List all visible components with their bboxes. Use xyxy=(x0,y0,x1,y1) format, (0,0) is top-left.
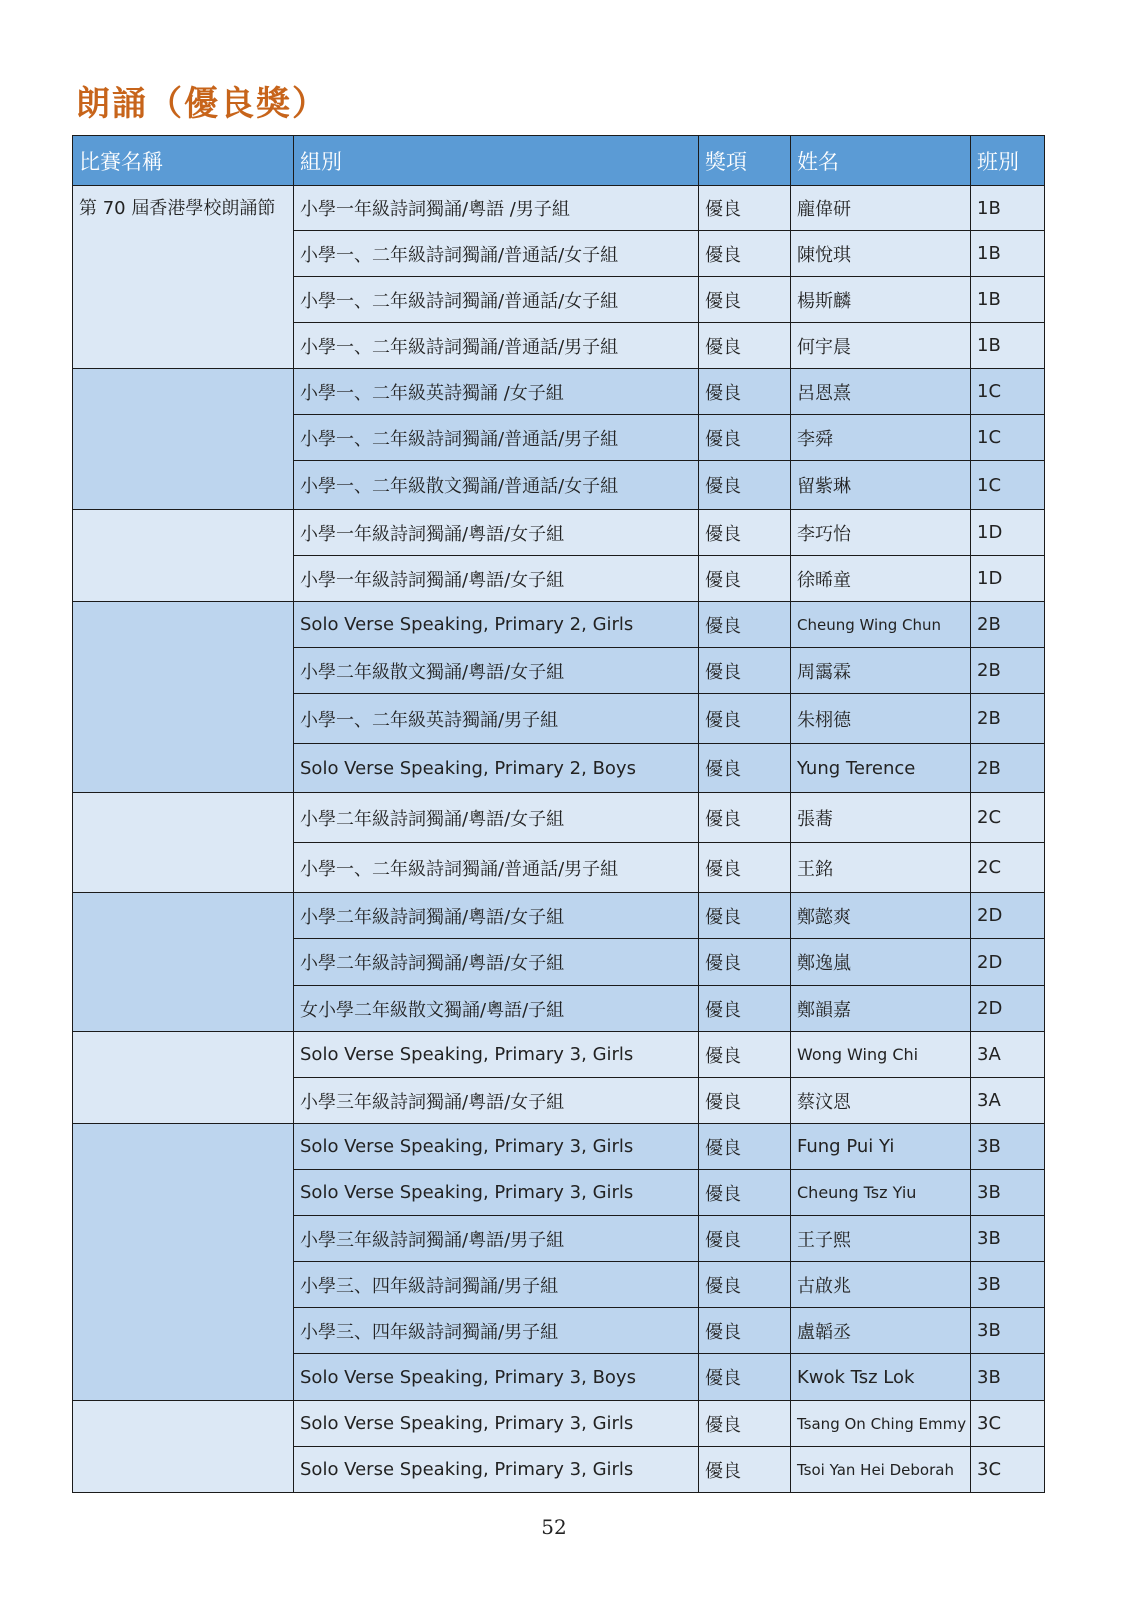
class-cell: 2B xyxy=(971,744,1045,793)
group-cell: Solo Verse Speaking, Primary 3, Boys xyxy=(294,1354,699,1401)
competition-cell xyxy=(73,793,294,893)
group-cell: 小學三、四年級詩詞獨誦/男子組 xyxy=(294,1308,699,1354)
competition-cell xyxy=(73,1124,294,1401)
group-cell: 小學一、二年級詩詞獨誦/普通話/女子組 xyxy=(294,231,699,277)
table-row xyxy=(73,893,1045,939)
name-cell: 朱栩德 xyxy=(791,694,971,744)
name-cell: 龐偉研 xyxy=(791,186,971,231)
header-name: 姓名 xyxy=(791,136,971,186)
awards-table xyxy=(72,135,1045,1493)
award-cell: 優良 xyxy=(699,415,791,461)
page-title: 朗誦（優良獎） xyxy=(76,84,328,124)
class-cell: 3B xyxy=(971,1262,1045,1308)
table-row xyxy=(73,1032,1045,1078)
class-cell: 1C xyxy=(971,415,1045,461)
award-cell: 優良 xyxy=(699,648,791,694)
name-cell: 周靄霖 xyxy=(791,648,971,694)
name-cell: 呂恩熹 xyxy=(791,369,971,415)
group-cell: 小學二年級詩詞獨誦/粵語/女子組 xyxy=(294,939,699,986)
group-cell: 小學一年級詩詞獨誦/粵語/女子組 xyxy=(294,510,699,556)
name-cell: 蔡汶恩 xyxy=(791,1078,971,1124)
name-cell: Tsang On Ching Emmy xyxy=(791,1401,971,1447)
competition-cell xyxy=(73,369,294,510)
name-cell: 王子熙 xyxy=(791,1216,971,1262)
group-cell: 小學二年級散文獨誦/粵語/女子組 xyxy=(294,648,699,694)
group-cell: Solo Verse Speaking, Primary 3, Girls xyxy=(294,1401,699,1447)
award-cell: 優良 xyxy=(699,323,791,369)
award-cell: 優良 xyxy=(699,602,791,648)
name-cell: 盧韜丞 xyxy=(791,1308,971,1354)
name-cell: 徐晞童 xyxy=(791,556,971,602)
competition-cell xyxy=(73,510,294,602)
header-award: 獎項 xyxy=(699,136,791,186)
class-cell: 3A xyxy=(971,1078,1045,1124)
class-cell: 1C xyxy=(971,461,1045,510)
header-row xyxy=(73,136,1045,186)
table-row xyxy=(73,1401,1045,1447)
award-cell: 優良 xyxy=(699,277,791,323)
header-class: 班別 xyxy=(971,136,1045,186)
group-cell: Solo Verse Speaking, Primary 3, Girls xyxy=(294,1170,699,1216)
name-cell: 何宇晨 xyxy=(791,323,971,369)
table-row xyxy=(73,602,1045,648)
name-cell: Wong Wing Chi xyxy=(791,1032,971,1078)
class-cell: 3B xyxy=(971,1354,1045,1401)
class-cell: 2D xyxy=(971,893,1045,939)
award-cell: 優良 xyxy=(699,231,791,277)
competition-cell xyxy=(73,893,294,1032)
group-cell: 小學一、二年級詩詞獨誦/普通話/男子組 xyxy=(294,843,699,893)
competition-cell xyxy=(73,1401,294,1493)
name-cell: Cheung Wing Chun xyxy=(791,602,971,648)
class-cell: 2D xyxy=(971,986,1045,1032)
name-cell: 陳悅琪 xyxy=(791,231,971,277)
name-cell: Yung Terence xyxy=(791,744,971,793)
award-cell: 優良 xyxy=(699,369,791,415)
table-row xyxy=(73,1124,1045,1170)
competition-cell: 第 70 屆香港學校朗誦節 xyxy=(73,186,294,369)
class-cell: 2D xyxy=(971,939,1045,986)
header-competition: 比賽名稱 xyxy=(73,136,294,186)
award-cell: 優良 xyxy=(699,556,791,602)
table-row xyxy=(73,186,1045,231)
award-cell: 優良 xyxy=(699,694,791,744)
class-cell: 2C xyxy=(971,793,1045,843)
class-cell: 3B xyxy=(971,1216,1045,1262)
name-cell: 鄭懿爽 xyxy=(791,893,971,939)
award-cell: 優良 xyxy=(699,843,791,893)
award-cell: 優良 xyxy=(699,744,791,793)
group-cell: 小學一、二年級詩詞獨誦/普通話/女子組 xyxy=(294,277,699,323)
name-cell: Tsoi Yan Hei Deborah xyxy=(791,1447,971,1493)
class-cell: 3C xyxy=(971,1401,1045,1447)
class-cell: 1B xyxy=(971,277,1045,323)
award-cell: 優良 xyxy=(699,1262,791,1308)
award-cell: 優良 xyxy=(699,986,791,1032)
award-cell: 優良 xyxy=(699,893,791,939)
class-cell: 1B xyxy=(971,231,1045,277)
award-cell: 優良 xyxy=(699,1308,791,1354)
class-cell: 2B xyxy=(971,602,1045,648)
award-cell: 優良 xyxy=(699,1354,791,1401)
name-cell: Kwok Tsz Lok xyxy=(791,1354,971,1401)
group-cell: 小學一、二年級詩詞獨誦/普通話/男子組 xyxy=(294,415,699,461)
class-cell: 3C xyxy=(971,1447,1045,1493)
class-cell: 1D xyxy=(971,556,1045,602)
award-cell: 優良 xyxy=(699,1078,791,1124)
group-cell: Solo Verse Speaking, Primary 2, Girls xyxy=(294,602,699,648)
award-cell: 優良 xyxy=(699,1124,791,1170)
header-group: 組別 xyxy=(294,136,699,186)
class-cell: 3B xyxy=(971,1170,1045,1216)
name-cell: 楊斯麟 xyxy=(791,277,971,323)
class-cell: 3B xyxy=(971,1308,1045,1354)
award-cell: 優良 xyxy=(699,1401,791,1447)
class-cell: 3B xyxy=(971,1124,1045,1170)
name-cell: 鄭逸嵐 xyxy=(791,939,971,986)
class-cell: 3A xyxy=(971,1032,1045,1078)
class-cell: 1C xyxy=(971,369,1045,415)
award-cell: 優良 xyxy=(699,1216,791,1262)
group-cell: 小學三年級詩詞獨誦/粵語/男子組 xyxy=(294,1216,699,1262)
page-number: 52 xyxy=(541,1515,567,1539)
group-cell: 小學三年級詩詞獨誦/粵語/女子組 xyxy=(294,1078,699,1124)
group-cell: 小學二年級詩詞獨誦/粵語/女子組 xyxy=(294,793,699,843)
award-cell: 優良 xyxy=(699,939,791,986)
award-cell: 優良 xyxy=(699,1447,791,1493)
class-cell: 2B xyxy=(971,694,1045,744)
name-cell: 李巧怡 xyxy=(791,510,971,556)
table-body xyxy=(73,186,1045,1493)
group-cell: 小學一、二年級詩詞獨誦/普通話/男子組 xyxy=(294,323,699,369)
group-cell: Solo Verse Speaking, Primary 3, Girls xyxy=(294,1032,699,1078)
group-cell: 小學三、四年級詩詞獨誦/男子組 xyxy=(294,1262,699,1308)
name-cell: 張蕎 xyxy=(791,793,971,843)
name-cell: Fung Pui Yi xyxy=(791,1124,971,1170)
class-cell: 1B xyxy=(971,323,1045,369)
award-cell: 優良 xyxy=(699,461,791,510)
award-cell: 優良 xyxy=(699,186,791,231)
group-cell: 小學一年級詩詞獨誦/粵語 /男子組 xyxy=(294,186,699,231)
group-cell: 小學一、二年級散文獨誦/普通話/女子組 xyxy=(294,461,699,510)
class-cell: 1B xyxy=(971,186,1045,231)
table-row xyxy=(73,793,1045,843)
name-cell: 李舜 xyxy=(791,415,971,461)
award-cell: 優良 xyxy=(699,1032,791,1078)
name-cell: 古啟兆 xyxy=(791,1262,971,1308)
name-cell: 王銘 xyxy=(791,843,971,893)
award-cell: 優良 xyxy=(699,510,791,556)
table-row xyxy=(73,369,1045,415)
award-cell: 優良 xyxy=(699,793,791,843)
group-cell: Solo Verse Speaking, Primary 2, Boys xyxy=(294,744,699,793)
class-cell: 2C xyxy=(971,843,1045,893)
name-cell: 留紫琳 xyxy=(791,461,971,510)
group-cell: 小學一、二年級英詩獨誦 /女子組 xyxy=(294,369,699,415)
competition-cell xyxy=(73,1032,294,1124)
group-cell: 小學一、二年級英詩獨誦/男子組 xyxy=(294,694,699,744)
class-cell: 1D xyxy=(971,510,1045,556)
name-cell: Cheung Tsz Yiu xyxy=(791,1170,971,1216)
table-row xyxy=(73,510,1045,556)
award-cell: 優良 xyxy=(699,1170,791,1216)
group-cell: 女小學二年級散文獨誦/粵語/子組 xyxy=(294,986,699,1032)
name-cell: 鄭韻嘉 xyxy=(791,986,971,1032)
group-cell: Solo Verse Speaking, Primary 3, Girls xyxy=(294,1447,699,1493)
group-cell: 小學二年級詩詞獨誦/粵語/女子組 xyxy=(294,893,699,939)
class-cell: 2B xyxy=(971,648,1045,694)
group-cell: Solo Verse Speaking, Primary 3, Girls xyxy=(294,1124,699,1170)
group-cell: 小學一年級詩詞獨誦/粵語/女子組 xyxy=(294,556,699,602)
competition-cell xyxy=(73,602,294,793)
